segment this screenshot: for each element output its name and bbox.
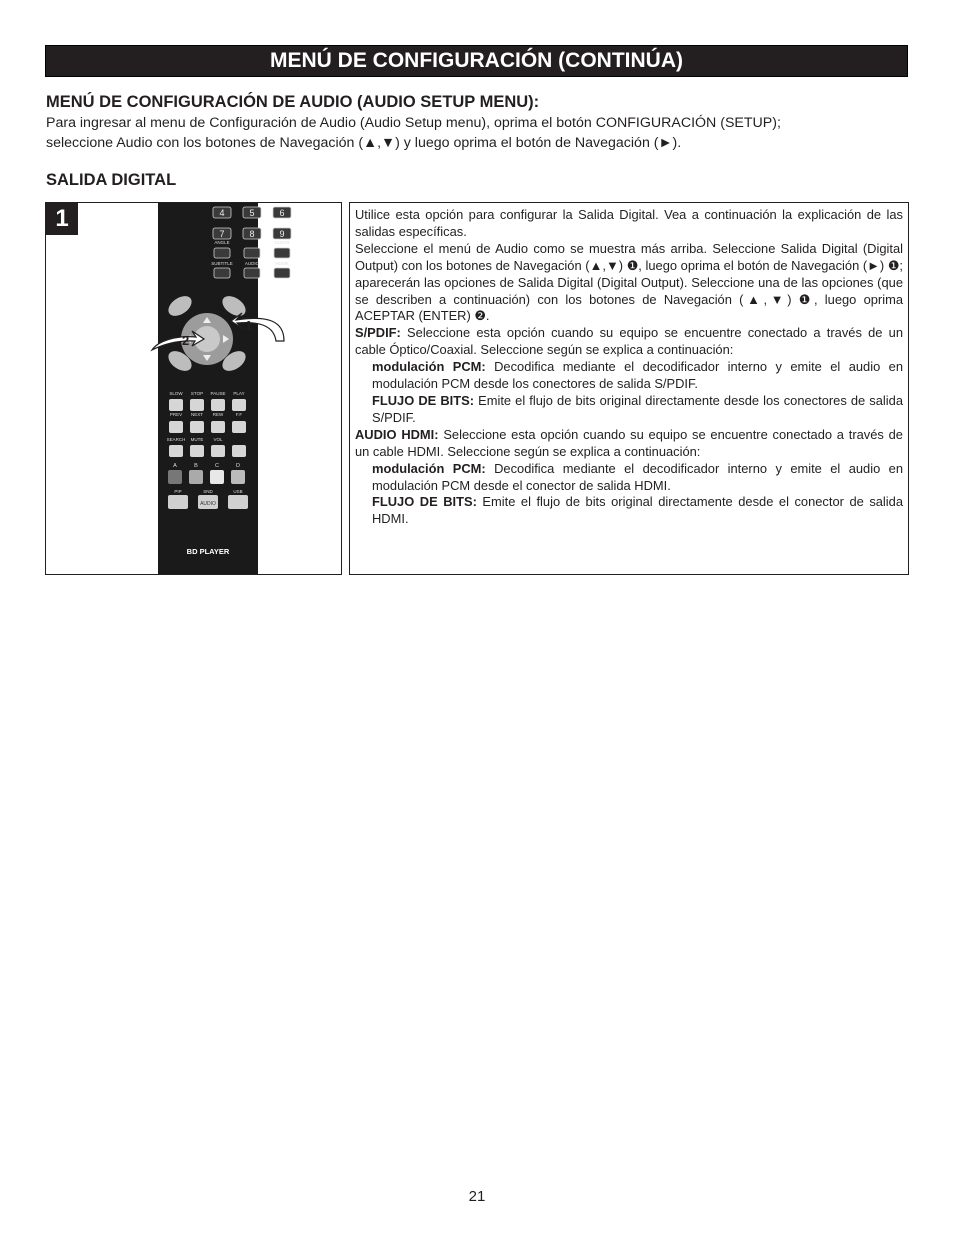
color-key-label: D bbox=[236, 463, 240, 469]
key-label: SUBTITLE bbox=[211, 261, 233, 266]
transport-label: PREV bbox=[169, 412, 183, 417]
transport-key bbox=[190, 421, 204, 433]
transport-label: MUTE bbox=[190, 437, 204, 442]
number-key-9 bbox=[273, 228, 291, 239]
transport-label: SEARCH bbox=[166, 437, 186, 442]
digital-output-heading: SALIDA DIGITAL bbox=[46, 171, 177, 189]
color-key-label: C bbox=[215, 463, 219, 469]
spdif-pcm-label: modulación PCM: bbox=[372, 359, 486, 375]
hdmi-label: AUDIO HDMI: bbox=[355, 426, 439, 442]
number-key-7 bbox=[213, 228, 231, 239]
number-key-4 bbox=[213, 207, 231, 218]
callout-2-label: 2 bbox=[182, 333, 190, 348]
transport-key bbox=[169, 399, 183, 411]
transport-key bbox=[232, 421, 246, 433]
function-key bbox=[274, 248, 290, 258]
transport-key bbox=[169, 421, 183, 433]
remote-brand-label: BD PLAYER bbox=[186, 547, 230, 556]
number-key-5 bbox=[243, 207, 261, 218]
spdif-text: Seleccione esta opción cuando su equipo se encuentre conectado a través de un cable Óptico/Coaxial. Seleccione según se explica a continuación: bbox=[355, 325, 903, 358]
transport-label: PAUSE bbox=[210, 391, 226, 396]
transport-key bbox=[232, 445, 246, 457]
spdif-label: S/PDIF: bbox=[355, 325, 401, 341]
page-title: MENÚ DE CONFIGURACIÓN (CONTINÚA) bbox=[270, 49, 683, 72]
step-illustration-box bbox=[45, 202, 342, 575]
svg-text:9: 9 bbox=[279, 229, 285, 239]
step-number-badge: 1 bbox=[46, 203, 78, 235]
svg-text:5: 5 bbox=[249, 208, 255, 218]
transport-label: SLOW bbox=[169, 391, 183, 396]
transport-key bbox=[211, 399, 225, 411]
transport-key bbox=[211, 421, 225, 433]
transport-label: F.F bbox=[235, 412, 243, 417]
svg-text:4: 4 bbox=[219, 208, 225, 218]
spdif-bits-label: FLUJO DE BITS: bbox=[372, 392, 475, 408]
para-steps: Seleccione el menú de Audio como se muestra más arriba. Seleccione Salida Digital (Digital Output) con los botones de Navegación (▲,▼) ❶, luego oprima el botón de Navegación (►) ❶; aparecerán las opciones de Salida Digital (Digital Output). Seleccione una de las opciones (que se describen a continuación) con los botones de Navegación (▲,▼) ❶, luego oprima ACEPTAR (ENTER) ❷. bbox=[355, 240, 903, 324]
hdmi-text: Seleccione esta opción cuando su equipo se encuentre conectado a través de un cable HDMI. Seleccione según se explica a continuación: bbox=[355, 426, 903, 459]
transport-label: REW bbox=[212, 412, 224, 417]
number-key-6 bbox=[273, 207, 291, 218]
hdmi-option bbox=[355, 427, 903, 461]
key-label: AUDIO bbox=[244, 261, 260, 266]
key-label: CLEAR bbox=[274, 240, 290, 245]
bottom-key-label: USB bbox=[233, 489, 243, 494]
transport-key bbox=[190, 399, 204, 411]
para-intro: Utilice esta opción para configurar la Salida Digital. Vea a continuación la explicación de las salidas específicas. bbox=[355, 207, 903, 239]
function-key bbox=[214, 268, 230, 278]
hdmi-bits-label: FLUJO DE BITS: bbox=[372, 494, 477, 510]
spdif-pcm-option bbox=[355, 359, 903, 393]
spdif-bits-text: Emite el flujo de bits original directamente desde los conectores de salida S/PDIF. bbox=[372, 392, 903, 425]
number-key-8 bbox=[243, 228, 261, 239]
svg-text:7: 7 bbox=[219, 229, 225, 239]
transport-label: STOP bbox=[190, 391, 204, 396]
hdmi-bitstream-option bbox=[355, 494, 903, 528]
hdmi-pcm-text: Decodifica mediante el decodificador interno y emite el audio en modulación PCM desde el conector de salida HDMI. bbox=[372, 460, 903, 493]
transport-key bbox=[211, 445, 225, 457]
remote-control-illustration bbox=[46, 203, 342, 575]
transport-label: VOL bbox=[213, 437, 223, 442]
spdif-option bbox=[355, 325, 903, 359]
transport-label: NEXT bbox=[190, 412, 204, 417]
transport-key bbox=[232, 399, 246, 411]
bottom-key-label: SND bbox=[203, 489, 213, 494]
page-number: 21 bbox=[468, 1188, 486, 1205]
hdmi-pcm-option bbox=[355, 461, 903, 495]
transport-key bbox=[190, 445, 204, 457]
svg-text:8: 8 bbox=[249, 229, 255, 239]
key-label: HOME bbox=[275, 261, 289, 266]
title-bar bbox=[45, 45, 908, 77]
hdmi-pcm-label: modulación PCM: bbox=[372, 460, 486, 476]
transport-label: PLAY bbox=[233, 391, 245, 396]
transport-key bbox=[169, 445, 183, 457]
intro-line-2: seleccione Audio con los botones de Navegación (▲,▼) y luego oprima el botón de Navegación (►). bbox=[46, 135, 682, 151]
spdif-bitstream-option bbox=[355, 393, 903, 427]
svg-text:6: 6 bbox=[279, 208, 285, 218]
remote-body bbox=[158, 203, 258, 575]
color-key-label: B bbox=[194, 463, 198, 469]
function-key bbox=[274, 268, 290, 278]
audio-key-label: AUDIO bbox=[200, 501, 216, 507]
function-key bbox=[244, 248, 260, 258]
hdmi-bits-text: Emite el flujo de bits original directamente desde el conector de salida HDMI. bbox=[372, 494, 904, 527]
color-key-label: A bbox=[173, 463, 177, 469]
spdif-pcm-text: Decodifica mediante el decodificador interno y emite el audio en modulación PCM desde los conectores de salida S/PDIF. bbox=[372, 359, 903, 392]
bottom-keys bbox=[168, 495, 248, 509]
callout-1-label: 1 bbox=[245, 318, 253, 333]
function-key bbox=[214, 248, 230, 258]
audio-setup-intro bbox=[46, 113, 908, 153]
intro-line-1: Para ingresar al menu de Configuración de Audio (Audio Setup menu), oprima el botón CONFIGURACIÓN (SETUP); bbox=[46, 115, 781, 131]
digital-output-instructions bbox=[349, 202, 909, 575]
key-label: ANGLE bbox=[214, 240, 230, 245]
function-key bbox=[244, 268, 260, 278]
bottom-key-label: PIP bbox=[174, 489, 182, 494]
audio-setup-heading: MENÚ DE CONFIGURACIÓN DE AUDIO (AUDIO SETUP MENU): bbox=[46, 93, 540, 111]
